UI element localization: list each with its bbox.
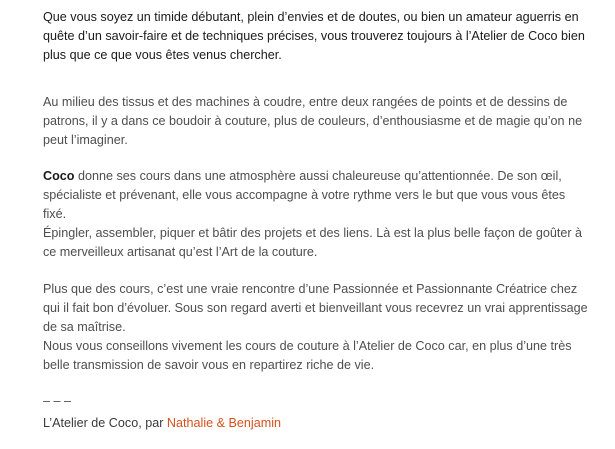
signature-prefix: L’Atelier de Coco, par [43,416,167,430]
authors-link[interactable]: Nathalie & Benjamin [166,416,282,430]
signature-divider: – – – [43,394,72,408]
recommendation-paragraph [43,280,588,375]
recommendation-part2: Nous vous conseillons vivement les cours de couture à l’Atelier de Coco car, en plus d’une très belle transmission de savoir vous en repartirez riche de vie. [43,339,572,372]
teacher-name: Coco [43,169,75,183]
workshop-paragraph: Au milieu des tissus et des machines à coudre, entre deux rangées de points et de dessins de patrons, il y a dans ce boudoir à couture, plus de couleurs, d’enthousiasme et de magie qu’on ne peut l’imaginer. [43,95,583,147]
recommendation-part1: Plus que des cours, c’est une vraie rencontre d’une Passionnée et Passionnante Créatrice chez qui il fait bon d’évoluer. Sous son regard averti et bienveillant vous recevrez un vrai apprentissage de sa maîtrise. [43,282,588,334]
teacher-paragraph [43,167,588,262]
intro-paragraph: Que vous soyez un timide débutant, plein d’envies et de doutes, ou bien un amateur aguerris en quête d’un savoir-faire et de techniques précises, vous trouverez toujours à l’Atelier de Coco bien plus que ce que vous êtes venus chercher. [43,10,585,62]
craft-description: Épingler, assembler, piquer et bâtir des projets et des liens. Là est la plus belle façon de goûter à ce merveilleux artisanat qu’est l’Art de la couture. [43,226,583,259]
teacher-description: donne ses cours dans une atmosphère aussi chaleureuse qu’attentionnée. De son œil, spécialiste et prévenant, elle vous accompagne à votre rythme vers le but que vous vous êtes fixé. [43,169,566,221]
signature [43,414,281,433]
